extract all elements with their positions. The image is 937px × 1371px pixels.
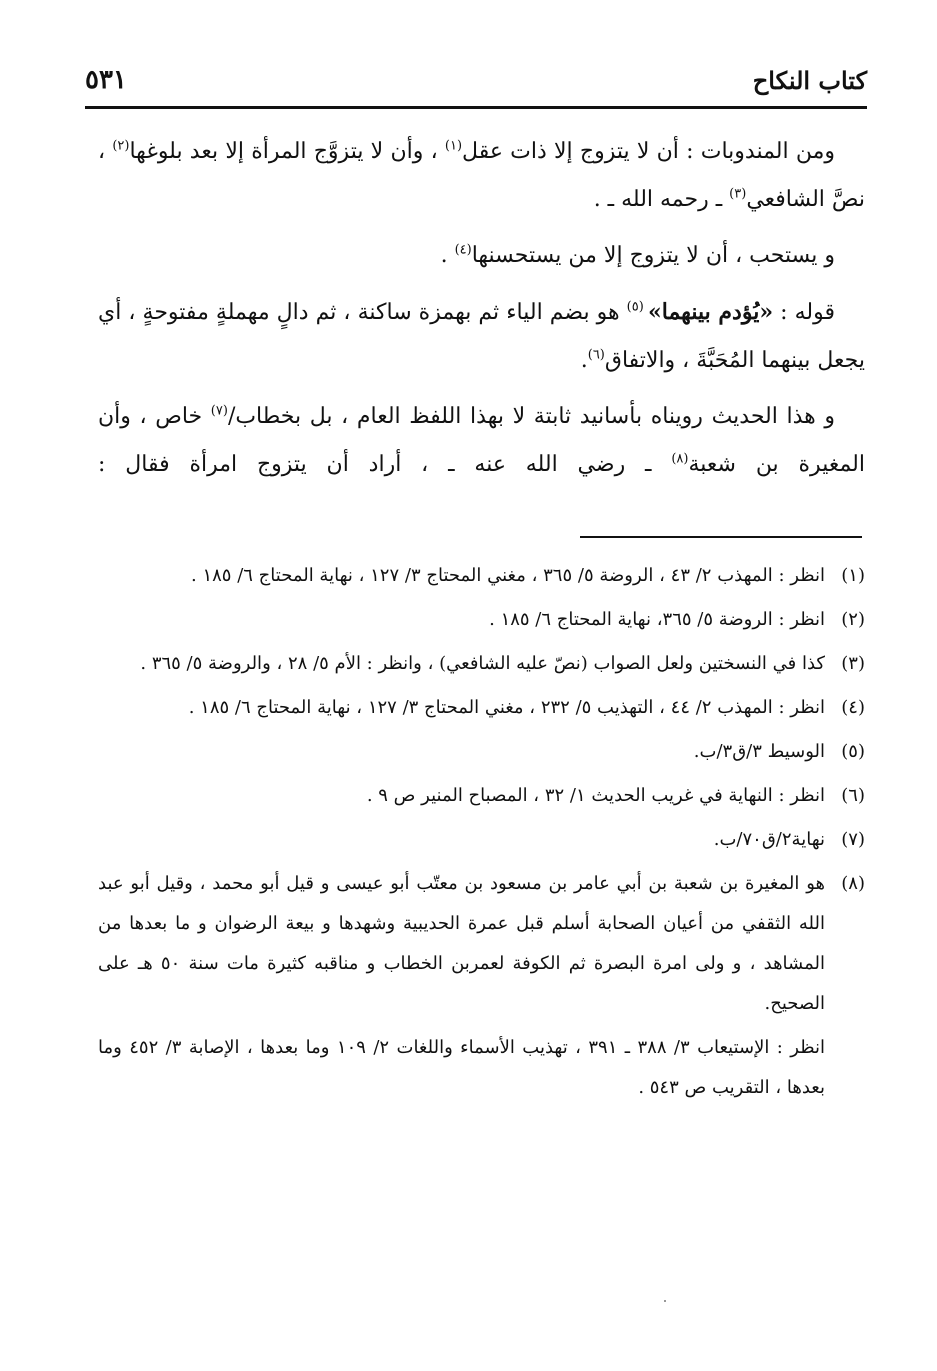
footnote-2 <box>98 600 865 640</box>
page-number: ٥٣١ <box>85 65 127 95</box>
paragraph-preferable: و يستحب ، أن لا يتزوج إلا من يستحسنها$^{(٤)}$ . <box>440 242 835 268</box>
footnote-ref-2[interactable]: (٢) <box>112 138 130 154</box>
running-title: كتاب النكاح <box>752 65 867 95</box>
footnote-ref-5[interactable]: (٥) <box>626 299 648 315</box>
footnote-number: (٤) <box>841 697 865 718</box>
footnote-8-sources: انظر : الإستيعاب ٣/ ٣٨٨ ـ ٣٩١ ، تهذيب الأسماء واللغات ٢/ ١٠٩ وما بعدها ، الإصابة ٣/ ٤٥٢ وما بعدها ، التقريب ص ٥٤٣ . <box>98 1037 825 1098</box>
footnote-3 <box>98 644 865 684</box>
footnote-text: انظر : النهاية في غريب الحديث ١/ ٣٢ ، المصباح المنير ص ٩ . <box>366 785 825 806</box>
footnote-ref-3[interactable]: (٣) <box>729 186 747 202</box>
page-header <box>85 58 867 102</box>
footnote-8 <box>98 864 865 1024</box>
footnote-text: نهاية٢/ق٧٠/ب. <box>713 829 825 850</box>
footnote-number: (٥) <box>841 741 865 762</box>
footnote-ref-1[interactable]: (١) <box>444 138 463 154</box>
footnote-text: انظر : الروضة ٥/ ٣٦٥، نهاية المحتاج ٦/ ١٨٥ . <box>489 609 825 630</box>
footnote-4 <box>98 688 865 728</box>
footnote-5 <box>98 732 865 772</box>
footnote-text: الوسيط ٣/ق٣/ب. <box>693 741 825 762</box>
footnote-ref-7[interactable]: (٧) <box>210 403 228 419</box>
footnote-6 <box>98 776 865 816</box>
paragraph-yudam-explanation: قوله : «يُؤدم بينهما» $^{(٥)}$ هو بضم الياء ثم بهمزة ساكنة ، ثم دالٍ مهملةٍ مفتوحةٍ ، أي يجعل بينهما المُحَبَّةَ ، والاتفاق$^{(٦)}$. <box>98 299 865 373</box>
footnotes <box>98 556 865 1108</box>
footnote-number: (٦) <box>841 785 865 806</box>
main-text <box>98 128 865 497</box>
footnote-ref-8[interactable]: (٨) <box>671 451 689 467</box>
footnote-number: (٣) <box>841 653 865 674</box>
footnote-ref-4[interactable]: (٤) <box>454 242 472 258</box>
header-rule <box>85 106 867 109</box>
footnote-text: انظر : المهذب ٢/ ٤٣ ، الروضة ٥/ ٣٦٥ ، مغني المحتاج ٣/ ١٢٧ ، نهاية المحتاج ٦/ ١٨٥ . <box>191 565 825 586</box>
paragraph-recommended-marriage: ومن المندوبات : أن لا يتزوج إلا ذات عقل$^{(١)}$ ، وأن لا يتزوَّج المرأة إلا بعد بلوغها$^{(٢)}$ ، نصَّ الشافعي$^{(٣)}$ ـ رحمه الله ـ . <box>98 138 865 212</box>
footnote-number: (٨) <box>841 873 865 894</box>
scan-speck <box>664 1300 666 1302</box>
footnote-number: (١) <box>841 565 865 586</box>
footnote-number: (٢) <box>841 609 865 630</box>
footnote-text: كذا في النسختين ولعل الصواب (نصّ عليه الشافعي) ، وانظر : الأم ٥/ ٢٨ ، والروضة ٥/ ٣٦٥ . <box>140 653 825 674</box>
footnote-separator <box>580 536 862 538</box>
quoted-word: «يُؤدم بينهما» <box>648 299 774 325</box>
footnote-7 <box>98 820 865 860</box>
footnote-1 <box>98 556 865 596</box>
footnote-number: (٧) <box>841 829 865 850</box>
footnote-text: هو المغيرة بن شعبة بن أبي عامر بن مسعود بن معتّب أبو عيسى و قيل أبو محمد ، وقيل أبو عبد الله الثقفي من أعيان الصحابة أسلم قبل عمرة الحديبية وشهدها و بيعة الرضوان و ما بعدها من المشاهد ، و ولى امرة البصرة ثم الكوفة لعمربن الخطاب و مناقبه كثيرة مات سنة ٥٠ هـ على الصحيح. <box>98 873 826 1014</box>
paragraph-hadith: و هذا الحديث رويناه بأسانيد ثابتة لا بهذا اللفظ العام ، بل بخطاب/$^{(٧)}$ خاص ، وأن المغيرة بن شعبة$^{(٨)}$ ـ رضي الله عنه ـ ، أراد أن يتزوج امرأة فقال : <box>98 403 865 477</box>
footnote-text: انظر : المهذب ٢/ ٤٤ ، التهذيب ٥/ ٢٣٢ ، مغني المحتاج ٣/ ١٢٧ ، نهاية المحتاج ٦/ ١٨٥ . <box>188 697 825 718</box>
footnote-ref-6[interactable]: (٦) <box>587 347 605 363</box>
